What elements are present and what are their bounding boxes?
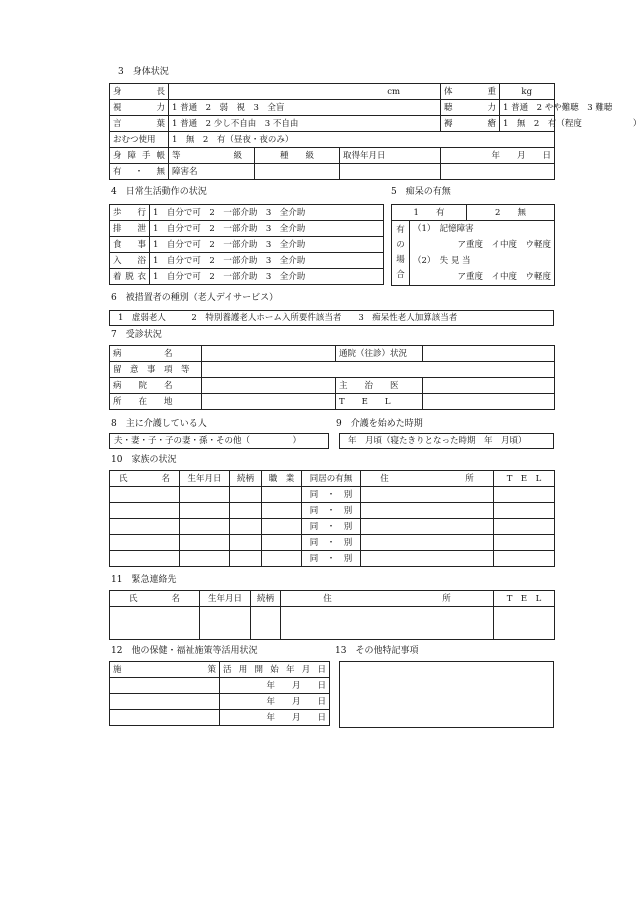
adl-row-label: 排 泄 — [110, 221, 150, 237]
doctor-label: 主 治 医 — [336, 378, 423, 394]
section-13-title: 13 その他特記事項 — [335, 646, 419, 656]
disorientation: （2） 失 見 当 — [410, 253, 555, 269]
diaper-options: 1 無 2 有（昼夜・夜のみ） — [169, 132, 555, 148]
hearing-label: 聴 力 — [441, 100, 500, 116]
cohab-cell: 同 ・ 別 — [302, 503, 361, 519]
vision-label: 視 力 — [110, 100, 169, 116]
adl-row-options: 1 自分で可 2 一部介助 3 全介助 — [150, 237, 384, 253]
adl-row-label: 着脱衣 — [110, 269, 150, 285]
table-row — [110, 519, 555, 535]
care-start-box: 年 月頃（寝たきりとなった時期 年 月頃） — [339, 433, 554, 449]
emergency-header-relation: 続柄 — [251, 591, 281, 607]
table-row — [110, 710, 330, 726]
speech-label: 言 葉 — [110, 116, 169, 132]
adl-table — [109, 204, 384, 285]
usage-date-header: 活用開始年月日 — [220, 662, 330, 678]
emergency-header-dob: 生年月日 — [200, 591, 251, 607]
cohab-cell: 同 ・ 別 — [302, 487, 361, 503]
policy-header: 施 策 — [110, 662, 220, 678]
usage-date-cell: 年 月 日 — [220, 678, 330, 694]
family-table — [109, 470, 555, 567]
dementia-opt-yes: 1 有 — [392, 205, 467, 221]
family-header-cohab: 同居の有無 — [302, 471, 361, 487]
height-unit: cm — [169, 84, 441, 100]
welfare-usage-table — [109, 661, 330, 726]
family-header-name: 氏 名 — [110, 471, 180, 487]
address-value — [202, 394, 336, 410]
disability-name-extra — [340, 164, 441, 180]
adl-row-label: 歩 行 — [110, 205, 150, 221]
table-row — [110, 535, 555, 551]
table-row — [110, 551, 555, 567]
disorientation-severity: ア重度 イ中度 ウ軽度 — [410, 269, 555, 286]
outpatient-value — [423, 346, 555, 362]
vision-options: 1 普通 2 弱 視 3 全盲 — [169, 100, 441, 116]
physical-status-table — [109, 83, 641, 180]
emergency-header-tel: T E L — [494, 591, 555, 607]
cohab-cell: 同 ・ 別 — [302, 551, 361, 567]
memory-disorder: （1） 記憶障害 — [410, 221, 555, 238]
table-row — [110, 607, 555, 640]
hospital-label: 病 院 名 — [110, 378, 202, 394]
section-11-title: 11 緊急連絡先 — [111, 575, 177, 585]
emergency-contact-table — [109, 590, 555, 640]
emergency-header-address: 住 所 — [281, 591, 494, 607]
section-4-title: 4 日常生活動作の状況 — [111, 187, 207, 197]
diaper-label: おむつ使用 — [110, 132, 169, 148]
table-row — [110, 503, 555, 519]
disease-label: 病 名 — [110, 346, 202, 362]
usage-date-cell: 年 月 日 — [220, 694, 330, 710]
adl-row-label: 食 事 — [110, 237, 150, 253]
weight-unit: kg — [500, 84, 555, 100]
grade-label: 等 級 — [169, 148, 255, 164]
type-label: 種 級 — [255, 148, 340, 164]
section-5-title: 5 痴呆の有無 — [391, 187, 451, 197]
section-12-title: 12 他の保健・福祉施策等活用状況 — [111, 646, 258, 656]
memory-severity: ア重度 イ中度 ウ軽度 — [410, 237, 555, 253]
tel-value — [423, 394, 555, 410]
if-yes-vertical-label: 有 の 場 合 — [392, 221, 410, 286]
address-label: 所 在 地 — [110, 394, 202, 410]
adl-row-options: 1 自分で可 2 一部介助 3 全介助 — [150, 269, 384, 285]
presence-label: 有 ・ 無 — [110, 164, 169, 180]
measure-type-box: 1 虚弱老人 2 特別養護老人ホーム入所要件該当者 3 痴呆性老人加算該当者 — [109, 310, 554, 326]
height-label: 身 長 — [110, 84, 169, 100]
hospital-value — [202, 378, 336, 394]
section-6-title: 6 被措置者の種別（老人デイサービス） — [111, 293, 279, 303]
table-row — [110, 678, 330, 694]
family-header-dob: 生年月日 — [180, 471, 230, 487]
notes-value — [202, 362, 555, 378]
adl-row-options: 1 自分で可 2 一部介助 3 全介助 — [150, 205, 384, 221]
dementia-opt-no: 2 無 — [467, 205, 555, 221]
bedsore-label: 褥 瘡 — [441, 116, 500, 132]
usage-date-cell: 年 月 日 — [220, 710, 330, 726]
weight-label: 体 重 — [441, 84, 500, 100]
acquired-date-value: 年 月 日 — [441, 148, 555, 164]
disability-name-label: 障害名 — [169, 164, 255, 180]
table-row — [110, 694, 330, 710]
section-8-title: 8 主に介護している人 — [111, 419, 207, 429]
handbook-label: 身障手帳 — [110, 148, 169, 164]
emergency-header-name: 氏 名 — [110, 591, 200, 607]
medical-table — [109, 345, 555, 410]
section-10-title: 10 家族の状況 — [111, 455, 177, 465]
adl-row-options: 1 自分で可 2 一部介助 3 全介助 — [150, 253, 384, 269]
adl-row-label: 入 浴 — [110, 253, 150, 269]
section-9-title: 9 介護を始めた時期 — [336, 419, 423, 429]
notes-label: 留 意 事 項 等 — [110, 362, 202, 378]
special-notes-box — [339, 661, 554, 728]
cohab-cell: 同 ・ 別 — [302, 535, 361, 551]
disability-name-value — [255, 164, 340, 180]
hearing-options: 1 普通 2 やや難聴 3 難聴 — [500, 100, 555, 116]
family-header-tel: T E L — [494, 471, 555, 487]
doctor-value — [423, 378, 555, 394]
disability-name-extra2 — [441, 164, 555, 180]
disease-value — [202, 346, 336, 362]
adl-row-options: 1 自分で可 2 一部介助 3 全介助 — [150, 221, 384, 237]
caregiver-box: 夫・妻・子・子の妻・孫・その他（ ） — [109, 433, 329, 449]
family-header-address: 住 所 — [361, 471, 494, 487]
tel-label: T E L — [336, 394, 423, 410]
cohab-cell: 同 ・ 別 — [302, 519, 361, 535]
outpatient-label: 通院（往診）状況 — [336, 346, 423, 362]
bedsore-options: 1 無 2 有（程度 ） — [500, 116, 555, 132]
family-header-relation: 続柄 — [230, 471, 262, 487]
acquired-date-label: 取得年月日 — [340, 148, 441, 164]
section-7-title: 7 受診状況 — [111, 330, 162, 340]
dementia-table — [391, 204, 555, 286]
section-3-title: 3 身体状況 — [118, 67, 169, 77]
family-header-job: 職 業 — [262, 471, 302, 487]
table-row — [110, 487, 555, 503]
speech-options: 1 普通 2 少し不自由 3 不自由 — [169, 116, 441, 132]
